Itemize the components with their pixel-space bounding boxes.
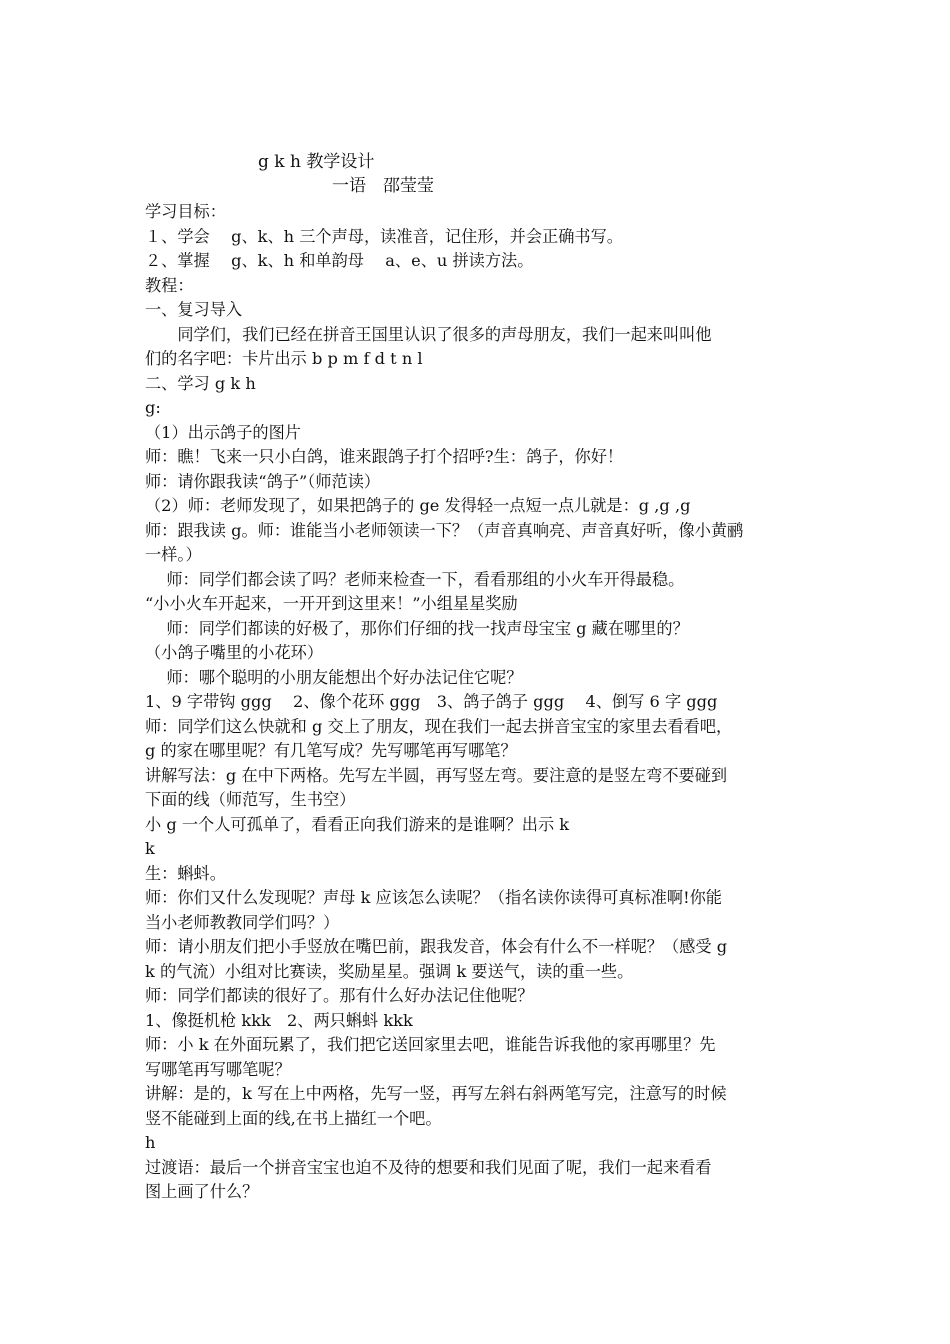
text-line: 师：瞧！飞来一只小白鸽，谁来跟鸽子打个招呼?生：鸽子，你好！ <box>145 447 624 466</box>
text-line: k 的气流）小组对比赛读，奖励星星。强调 k 要送气，读的重一些。 <box>145 961 634 981</box>
text-line: （2）师：老师发现了，如果把鸽子的 ge 发得轻一点短一点儿就是：g ,g ,g <box>145 496 691 515</box>
text-line: １、学会 g、k、h 三个声母，读准音，记住形，并会正确书写。 <box>145 226 623 246</box>
text-line: （小鸽子嘴里的小花环） <box>145 643 324 662</box>
text-line: h <box>145 1133 156 1152</box>
text-line: g 的家在哪里呢？有几笔写成？先写哪笔再写哪笔？ <box>145 741 517 760</box>
text-line: 讲解写法：g 在中下两格。先写左半圆，再写竖左弯。要注意的是竖左弯不要碰到 <box>145 765 728 785</box>
text-line: 二、学习 g k h <box>145 373 256 393</box>
text-line: 师：同学们都会读了吗？老师来检查一下，看看那组的小火车开得最稳。 <box>145 569 685 589</box>
text-line: 同学们，我们已经在拼音王国里认识了很多的声母朋友，我们一起来叫叫他 <box>145 324 712 344</box>
document-title: g k h 教学设计 <box>258 152 375 172</box>
text-line: 图上画了什么？ <box>145 1182 259 1201</box>
text-line: 过渡语：最后一个拼音宝宝也迫不及待的想要和我们见面了呢，我们一起来看看 <box>145 1157 712 1177</box>
text-line: 师：你们又什么发现呢？声母 k 应该怎么读呢？（指名读你读得可真标准啊!你能 <box>145 888 722 907</box>
text-line: 当小老师教教同学们吗？） <box>145 912 340 932</box>
text-line: 师：同学们都读的好极了，那你们仔细的找一找声母宝宝 g 藏在哪里的？ <box>145 618 689 638</box>
text-line: 师：请小朋友们把小手竖放在嘴巴前，跟我发音，体会有什么不一样呢？（感受 g <box>145 937 728 956</box>
text-line: 师：请你跟我读“鸽子”（师范读） <box>145 471 381 491</box>
text-line: 师：跟我读 g。师：谁能当小老师领读一下？（声音真响亮、声音真好听，像小黄鹂 <box>145 520 744 540</box>
text-line: （1）出示鸽子的图片 <box>145 422 301 442</box>
text-line: 学习目标： <box>145 202 226 221</box>
text-line: 下面的线（师范写，生书空） <box>145 790 356 809</box>
text-line: 讲解：是的，k 写在上中两格，先写一竖，再写左斜右斜两笔写完，注意写的时候 <box>145 1084 727 1103</box>
text-line: 师：哪个聪明的小朋友能想出个好办法记住它呢？ <box>145 667 523 687</box>
text-line: 们的名字吧：卡片出示 b p m f d t n l <box>145 349 423 368</box>
text-line: 一、复习导入 <box>145 300 243 319</box>
text-line: 竖不能碰到上面的线,在书上描红一个吧。 <box>145 1108 442 1128</box>
text-line: 生：蝌蚪。 <box>145 863 226 883</box>
text-line: “小小火车开起来，一开开到这里来！”小组星星奖励 <box>145 594 518 613</box>
text-line: 1、9 字带钩 ggg 2、像个花环 ggg 3、鸽子鸽子 ggg 4、倒写 6 字 ggg <box>145 692 718 711</box>
text-line: ２、掌握 g、k、h 和单韵母 a、e、u 拼读方法。 <box>145 251 534 270</box>
text-line: 师：小 k 在外面玩累了，我们把它送回家里去吧，谁能告诉我他的家再哪里？先 <box>145 1035 716 1054</box>
text-line: 师：同学们这么快就和 g 交上了朋友，现在我们一起去拼音宝宝的家里去看看吧， <box>145 716 733 736</box>
text-line: g: <box>145 398 161 417</box>
text-line: 教程： <box>145 275 194 295</box>
document-author: 一语 邵莹莹 <box>332 176 434 196</box>
text-line: 一样。） <box>145 545 202 564</box>
text-line: 写哪笔再写哪笔呢？ <box>145 1059 291 1079</box>
document-body <box>145 200 817 1205</box>
text-line: 1、像挺机枪 kkk 2、两只蝌蚪 kkk <box>145 1010 413 1030</box>
text-line: k <box>145 839 155 858</box>
text-line: 师：同学们都读的很好了。那有什么好办法记住他呢？ <box>145 986 534 1005</box>
text-line: 小 g 一个人可孤单了，看看正向我们游来的是谁啊？出示 k <box>145 814 570 834</box>
